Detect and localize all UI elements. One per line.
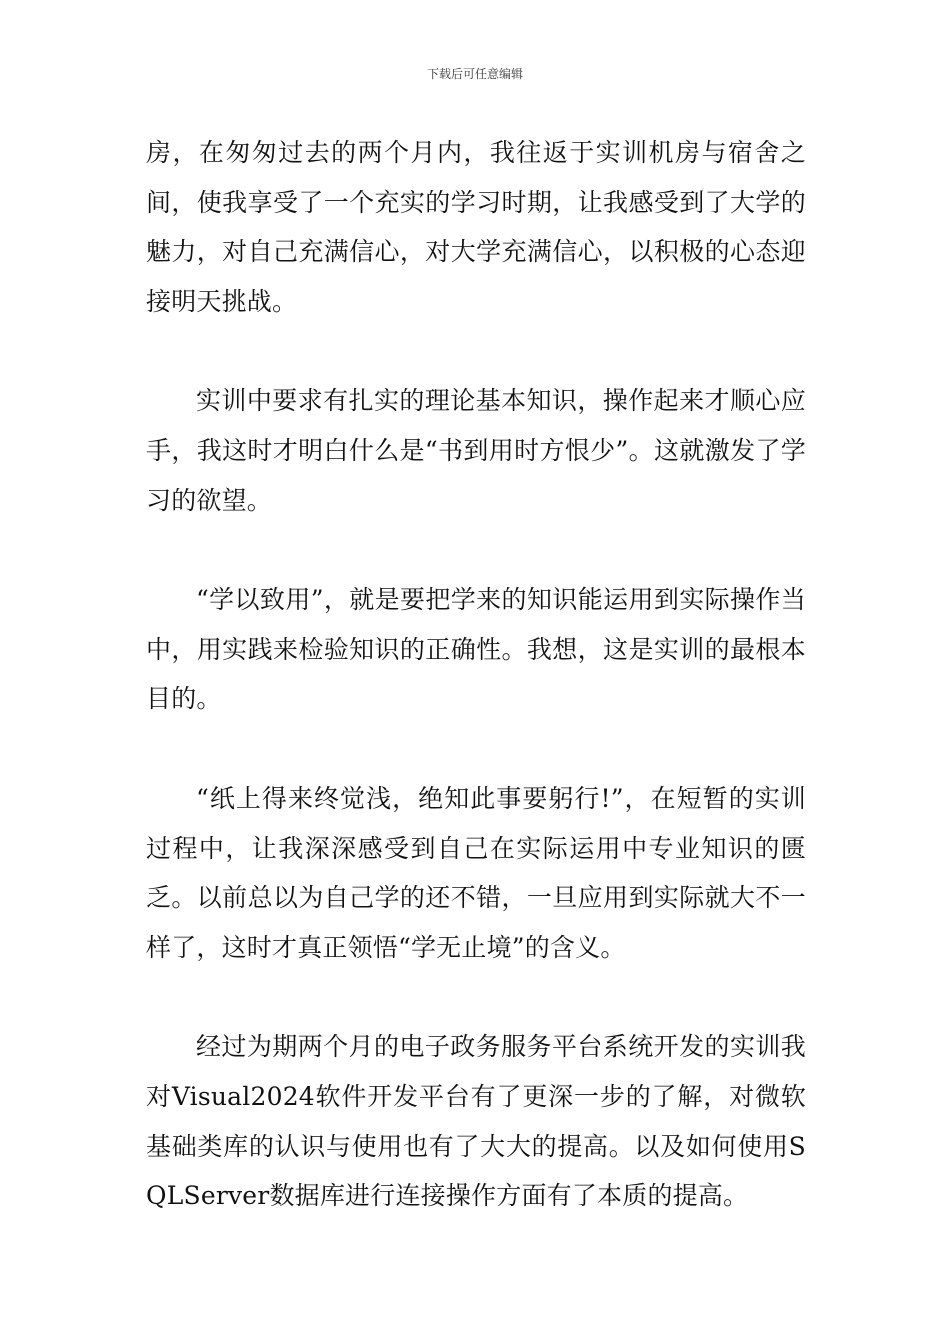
page-header-note: 下载后可任意编辑 xyxy=(426,67,523,81)
paragraph-learn-to-apply: “学以致用”，就是要把学来的知识能运用到实际操作当中，用实践来检验知识的正确性。我想，这是实训的最根本目的。 xyxy=(146,585,806,714)
paragraph-continuation: 房，在匆匆过去的两个月内，我往返于实训机房与宿舍之间，使我享受了一个充实的学习时期，让我感受到了大学的魅力，对自己充满信心，对大学充满信心，以积极的心态迎接明天挑战。 xyxy=(146,138,806,316)
paragraph-theory-knowledge: 实训中要求有扎实的理论基本知识，操作起来才顺心应手，我这时才明白什么是“书到用时方恨少”。这就激发了学习的欲望。 xyxy=(146,386,806,515)
paragraph-practice-insight: “纸上得来终觉浅，绝知此事要躬行!”，在短暂的实训过程中，让我深深感受到自己在实际运用中专业知识的匮乏。以前总以为自己学的还不错，一旦应用到实际就大不一样了，这时才真正领悟“学无止境”的含义。 xyxy=(146,783,806,962)
document-body xyxy=(146,128,806,1221)
paragraph-training-summary: 经过为期两个月的电子政务服务平台系统开发的实训我对Visual2024软件开发平台有了更深一步的了解，对微软基础类库的认识与使用也有了大大的提高。以及如何使用SQLServer数据库进行连接操作方面有了本质的提高。 xyxy=(146,1032,806,1211)
